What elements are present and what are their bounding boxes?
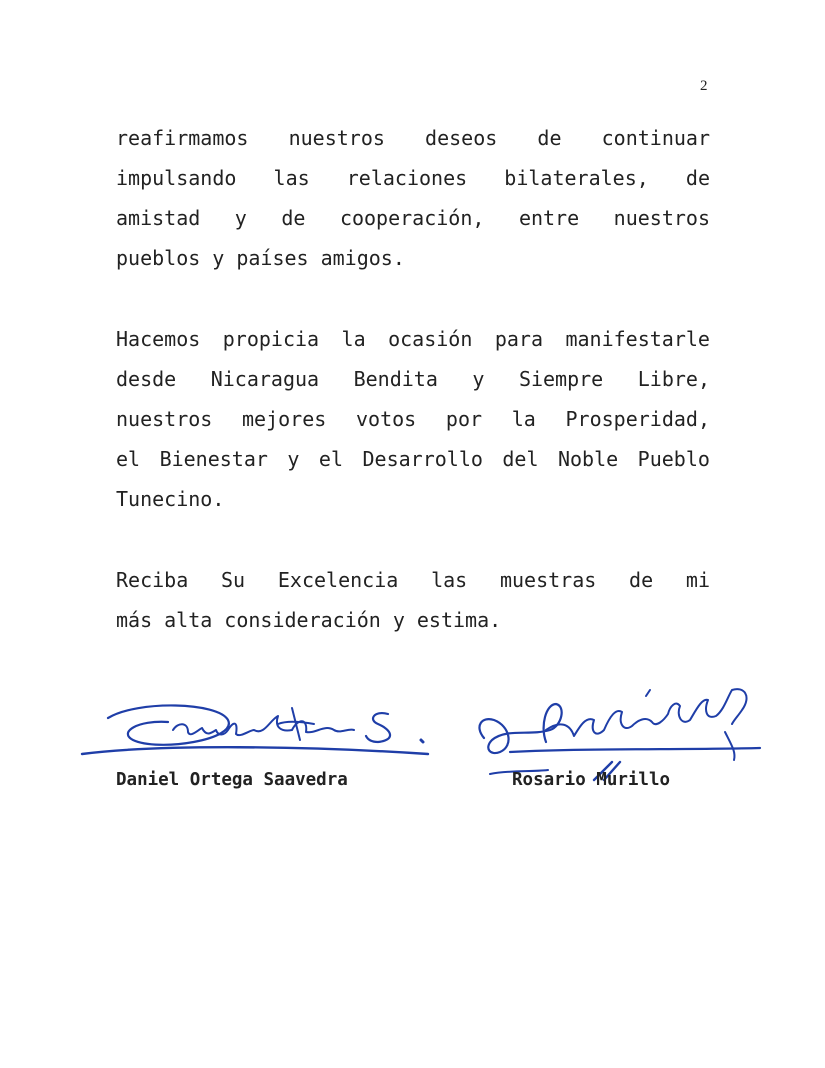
word: amistad (116, 206, 201, 230)
word: Noble (557, 447, 619, 471)
word: deseos (425, 126, 498, 150)
word: y (392, 608, 405, 632)
word: más (116, 608, 153, 632)
word: Bienestar (159, 447, 268, 471)
signature-daniel-ortega (78, 690, 438, 770)
text-line (116, 359, 710, 399)
word: nuestros (116, 407, 213, 431)
word: alta (164, 608, 213, 632)
word: continuar (601, 126, 710, 150)
word: desde (116, 367, 177, 391)
word: amigos. (320, 246, 405, 270)
word: la (341, 327, 366, 351)
word: y (472, 367, 485, 391)
text-line (116, 198, 710, 238)
word: mejores (242, 407, 327, 431)
text-line (116, 238, 710, 278)
word: de (685, 166, 710, 190)
word: Prosperidad, (565, 407, 710, 431)
word: nuestros (613, 206, 710, 230)
word: Desarrollo (362, 447, 483, 471)
text-line (116, 439, 710, 479)
word: de (281, 206, 306, 230)
text-line (116, 479, 710, 519)
signatory-name-rosario-murillo: Rosario Murillo (512, 770, 671, 790)
word: nuestros (288, 126, 385, 150)
word: de (537, 126, 562, 150)
word: impulsando (116, 166, 237, 190)
word: muestras (499, 568, 597, 592)
word: países (236, 246, 309, 270)
word: ocasión (388, 327, 473, 351)
word: las (431, 568, 468, 592)
word: bilaterales, (504, 166, 649, 190)
word: y (234, 206, 247, 230)
word: mi (685, 568, 710, 592)
word: Bendita (353, 367, 438, 391)
word: votos (356, 407, 417, 431)
text-line (116, 399, 710, 439)
word: la (511, 407, 536, 431)
text-line (116, 118, 710, 158)
signatory-name-daniel-ortega: Daniel Ortega Saavedra (116, 770, 348, 790)
page-number: 2 (700, 78, 708, 94)
text-line (116, 600, 710, 640)
word: cooperación, (339, 206, 485, 230)
word: el (116, 447, 141, 471)
word: manifestarle (565, 327, 710, 351)
word: Tunecino. (116, 487, 225, 511)
word: las (273, 166, 310, 190)
word: relaciones (346, 166, 468, 190)
word: estima. (416, 608, 502, 632)
word: para (494, 327, 543, 351)
word: Siempre (518, 367, 604, 391)
word: Nicaragua (210, 367, 320, 391)
word: y (212, 246, 225, 270)
text-line (116, 158, 710, 198)
word: el (318, 447, 344, 471)
word: de (629, 568, 654, 592)
word: propicia (222, 327, 320, 351)
paragraph-farewell (116, 560, 710, 640)
paragraph-best-wishes (116, 319, 710, 519)
word: consideración (224, 608, 381, 632)
word: Excelencia (277, 568, 399, 592)
word: Pueblo (637, 447, 710, 471)
word: Hacemos (116, 327, 201, 351)
paragraph-closing-wishes (116, 118, 710, 278)
word: del (502, 447, 539, 471)
word: entre (518, 206, 580, 230)
word: por (445, 407, 483, 431)
word: Libre, (637, 367, 710, 391)
word: y (287, 447, 300, 471)
word: reafirmamos (116, 126, 249, 150)
text-line (116, 319, 710, 359)
text-line (116, 560, 710, 600)
word: pueblos (116, 246, 201, 270)
word: Su (221, 568, 246, 592)
word: Reciba (116, 568, 189, 592)
